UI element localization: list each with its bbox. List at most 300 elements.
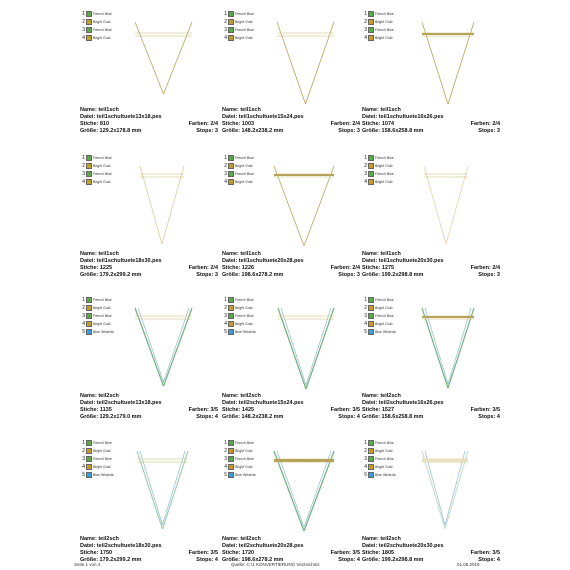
cone-left-edge [135,308,164,386]
thread-name: Blue Wisteria [93,330,114,334]
thread-swatch [86,440,92,446]
thread-legend [80,10,112,42]
thread-swatch [368,11,374,17]
thread-legend-row [80,26,112,34]
thread-name: Bright Gold [93,20,111,24]
thread-number: 3 [224,171,227,177]
thread-swatch [368,19,374,25]
design-cell [362,286,502,426]
design-cell [362,0,502,140]
print-date: 01.06.2019 [457,562,480,567]
thread-legend-row [362,463,396,471]
thread-number: 3 [364,27,367,33]
thread-swatch [86,171,92,177]
thread-name: Blue Wisteria [375,330,396,334]
thread-swatch [368,35,374,41]
thread-name: French Blue [235,172,254,176]
thread-legend-row [362,447,396,455]
stitch-count: Stiche: 1425 [222,406,255,413]
thread-number: 2 [224,19,227,25]
source-path: Quelle: C:\1 KONVERTIERUNG Verzeichnis [231,562,320,567]
design-file: Datei: teil1schultuete20x28.pes [222,257,304,264]
design-info [222,107,362,135]
cone-left-edge [140,166,162,244]
thread-legend-row [80,296,114,304]
thread-number: 3 [224,313,227,319]
thread-legend-row [222,26,254,34]
thread-legend-row [362,34,394,42]
thread-name: Bright Gold [93,164,111,168]
thread-number: 4 [364,464,367,470]
cone-inner-right-edge [448,308,471,384]
cone-right-edge [445,451,468,529]
color-count: Farben: 3/5 [188,549,218,556]
thread-legend [222,10,254,42]
design-cell [222,286,362,426]
thread-legend-row [222,312,256,320]
color-count: Farben: 3/5 [330,549,360,556]
thread-name: French Blue [93,457,112,461]
stop-count: Stops: 4 [338,413,360,420]
thread-legend [80,296,114,336]
thread-legend-row [222,463,256,471]
thread-legend-row [80,18,112,26]
thread-name: French Blue [93,441,112,445]
thread-number: 2 [82,19,85,25]
thread-name: French Blue [375,441,394,445]
design-cell [80,286,220,426]
thread-legend-row [222,178,254,186]
thread-swatch [228,27,234,33]
thread-legend-row [80,170,112,178]
thread-swatch [228,329,234,335]
thread-number: 2 [224,163,227,169]
stitch-count: Stiche: 1527 [362,406,395,413]
thread-swatch [368,305,374,311]
design-cell [80,144,220,284]
thread-legend-row [80,154,112,162]
thread-legend [362,439,396,479]
thread-legend-row [80,162,112,170]
design-name: Name: teil2sch [362,393,401,399]
thread-swatch [86,321,92,327]
thread-legend [222,439,256,479]
thread-swatch [86,27,92,33]
thread-name: Bright Gold [375,180,393,184]
thread-legend-row [80,328,114,336]
thread-legend-row [362,320,396,328]
thread-name: French Blue [93,314,112,318]
thread-swatch [368,163,374,169]
design-name: Name: teil1sch [362,107,401,113]
thread-name: French Blue [93,28,112,32]
thread-swatch [368,155,374,161]
thread-number: 1 [224,440,227,446]
thread-legend [80,439,114,479]
thread-name: French Blue [235,441,254,445]
thread-name: French Blue [93,298,112,302]
thread-number: 2 [224,305,227,311]
cone-right-edge [164,308,193,386]
cone-left-edge [424,166,446,244]
thread-number: 1 [224,297,227,303]
thread-legend-row [80,34,112,42]
thread-number: 1 [364,297,367,303]
stop-count: Stops: 4 [478,556,500,563]
thread-number: 1 [82,297,85,303]
thread-name: Blue Wisteria [93,473,114,477]
thread-legend-row [362,439,396,447]
thread-swatch [228,305,234,311]
thread-number: 5 [82,472,85,478]
thread-swatch [368,321,374,327]
color-count: Farben: 3/5 [188,406,218,413]
design-file: Datei: teil2schultuete20x30.pes [362,542,444,549]
cone-left-edge [278,308,306,389]
color-count: Farben: 3/5 [330,406,360,413]
top-band-fill [274,459,334,462]
thread-number: 2 [82,305,85,311]
thread-number: 2 [364,19,367,25]
stop-count: Stops: 3 [196,127,218,134]
thread-name: Blue Wisteria [375,473,396,477]
thread-number: 5 [364,329,367,335]
thread-number: 1 [364,155,367,161]
thread-swatch [368,297,374,303]
thread-swatch [368,329,374,335]
cone-left-edge [277,22,306,104]
thread-name: French Blue [375,172,394,176]
color-count: Farben: 2/4 [330,120,360,127]
thread-name: Bright Gold [375,465,393,469]
thread-legend-row [222,328,256,336]
cone-left-edge [274,166,304,246]
thread-legend-row [362,296,396,304]
cone-inner-left-edge [281,308,306,385]
thread-swatch [86,313,92,319]
color-count: Farben: 2/4 [470,120,500,127]
thread-legend-row [222,471,256,479]
cone-inner-left-edge [277,451,304,527]
thread-swatch [228,472,234,478]
thread-number: 2 [364,305,367,311]
thread-number: 4 [224,179,227,185]
thread-number: 1 [82,11,85,17]
stitch-count: Stiche: 1135 [80,406,112,413]
thread-name: French Blue [235,28,254,32]
page-number: Seite 1 von 4 [74,562,101,567]
design-cell [362,144,502,284]
thread-number: 2 [82,448,85,454]
stop-count: Stops: 4 [478,413,500,420]
thread-legend-row [222,154,254,162]
color-count: Farben: 2/4 [330,264,360,271]
thread-legend-row [222,296,256,304]
thread-name: French Blue [235,12,254,16]
thread-number: 4 [82,35,85,41]
thread-number: 1 [364,440,367,446]
design-size: Größe: 148.2x238.2 mm [222,127,284,134]
thread-name: Blue Wisteria [235,330,256,334]
design-info [80,251,220,279]
design-file: Datei: teil2schultuete13x18.pes [80,399,162,406]
design-info [80,536,220,564]
design-name: Name: teil2sch [222,536,261,542]
thread-legend-row [362,18,394,26]
stop-count: Stops: 3 [338,271,360,278]
thread-number: 4 [364,321,367,327]
design-cell [80,0,220,140]
thread-name: Bright Gold [235,36,253,40]
cone-left-edge [422,451,445,529]
stitch-count: Stiche: 1074 [362,120,395,127]
thread-legend-row [80,10,112,18]
thread-swatch [228,313,234,319]
stitch-count: Stiche: 1750 [80,549,113,556]
thread-number: 4 [224,464,227,470]
thread-legend-row [80,471,114,479]
thread-swatch [86,179,92,185]
stop-count: Stops: 3 [338,127,360,134]
thread-swatch [86,464,92,470]
design-info [80,393,220,421]
thread-swatch [86,155,92,161]
design-name: Name: teil2sch [80,393,119,399]
thread-swatch [228,171,234,177]
thread-swatch [368,440,374,446]
thread-number: 4 [82,321,85,327]
cone-inner-right-edge [306,308,331,385]
thread-number: 3 [82,171,85,177]
thread-swatch [228,179,234,185]
stop-count: Stops: 4 [338,556,360,563]
thread-swatch [368,456,374,462]
thread-name: Bright Gold [235,306,253,310]
stitch-count: Stiche: 1003 [222,120,255,127]
thread-name: Bright Gold [375,164,393,168]
thread-number: 1 [82,440,85,446]
thread-legend-row [80,439,114,447]
thread-swatch [86,472,92,478]
thread-legend-row [362,328,396,336]
thread-legend-row [80,304,114,312]
thread-swatch [86,163,92,169]
cone-right-edge [448,308,474,388]
thread-number: 4 [224,35,227,41]
thread-legend-row [362,455,396,463]
stop-count: Stops: 3 [478,127,500,134]
design-size: Größe: 158.6x258.8 mm [362,127,424,134]
stitch-count: Stiche: 810 [80,120,110,127]
thread-name: French Blue [93,172,112,176]
thread-name: Bright Gold [375,36,393,40]
thread-number: 3 [364,456,367,462]
thread-number: 4 [224,321,227,327]
thread-number: 3 [82,27,85,33]
thread-name: Bright Gold [93,465,111,469]
thread-legend-row [80,178,112,186]
design-name: Name: teil1sch [222,107,261,113]
thread-legend-row [80,312,114,320]
thread-number: 3 [82,456,85,462]
cone-left-edge [137,451,163,529]
thread-number: 2 [364,163,367,169]
cone-right-edge [306,22,335,104]
design-size: Größe: 198.6x278.2 mm [222,271,284,278]
thread-legend-row [222,18,254,26]
stitch-count: Stiche: 1720 [222,549,255,556]
thread-legend-row [222,304,256,312]
thread-number: 4 [364,35,367,41]
thread-swatch [228,35,234,41]
thread-swatch [228,163,234,169]
thread-number: 5 [82,329,85,335]
thread-legend-row [222,447,256,455]
thread-swatch [368,464,374,470]
thread-swatch [86,448,92,454]
color-count: Farben: 2/4 [188,264,218,271]
cone-right-edge [306,308,334,389]
thread-legend [80,154,112,186]
thread-swatch [368,27,374,33]
stitch-count: Stiche: 1225 [80,264,113,271]
thread-legend-row [362,26,394,34]
thread-name: Bright Gold [375,20,393,24]
cone-inner-left-edge [425,308,448,384]
design-cell [222,429,362,569]
thread-legend [362,296,396,336]
design-size: Größe: 148.2x238.2 mm [222,413,284,420]
design-info [222,251,362,279]
thread-legend [222,296,256,336]
thread-swatch [368,472,374,478]
stop-count: Stops: 3 [196,271,218,278]
thread-name: Bright Gold [93,306,111,310]
thread-swatch [228,11,234,17]
stitch-count: Stiche: 1275 [362,264,395,271]
thread-legend-row [222,320,256,328]
thread-name: Bright Gold [93,322,111,326]
thread-number: 4 [82,179,85,185]
design-name: Name: teil1sch [80,107,119,113]
thread-legend-row [362,312,396,320]
thread-number: 1 [224,155,227,161]
cone-inner-right-edge [304,451,331,527]
thread-swatch [86,456,92,462]
color-count: Farben: 3/5 [470,406,500,413]
design-cell [362,429,502,569]
thread-number: 1 [82,155,85,161]
design-file: Datei: teil1schultuete18x30.pes [80,257,162,264]
thread-legend-row [80,455,114,463]
stitch-count: Stiche: 1805 [362,549,395,556]
thread-legend-row [362,471,396,479]
stop-count: Stops: 4 [196,556,218,563]
design-size: Größe: 129.2x179.0 mm [80,413,142,420]
thread-number: 5 [364,472,367,478]
design-file: Datei: teil2schultuete20x28.pes [222,542,304,549]
thread-number: 4 [82,464,85,470]
thread-name: French Blue [93,12,112,16]
design-name: Name: teil2sch [362,536,401,542]
color-count: Farben: 2/4 [188,120,218,127]
design-size: Größe: 179.2x299.2 mm [80,271,142,278]
design-info [362,393,502,421]
thread-legend-row [222,439,256,447]
top-band-fill [422,316,474,318]
design-file: Datei: teil2schultuete16x26.pes [362,399,444,406]
top-band-fill [422,459,468,462]
thread-legend-row [80,447,114,455]
thread-number: 5 [224,329,227,335]
thread-name: Bright Gold [235,449,253,453]
design-info [80,107,220,135]
design-name: Name: teil2sch [80,536,119,542]
design-size: Größe: 199.2x298.8 mm [362,556,424,563]
thread-name: French Blue [235,314,254,318]
thread-swatch [228,464,234,470]
design-cell [222,144,362,284]
stitch-count: Stiche: 1226 [222,264,255,271]
cone-left-edge [274,451,304,531]
thread-swatch [228,448,234,454]
thread-name: French Blue [235,156,254,160]
thread-legend [222,154,254,186]
thread-swatch [86,329,92,335]
thread-name: French Blue [375,314,394,318]
design-info [362,536,502,564]
design-file: Datei: teil1schultuete16x26.pes [362,113,444,120]
thread-swatch [86,305,92,311]
thread-name: Bright Gold [375,322,393,326]
thread-swatch [368,313,374,319]
thread-name: Bright Gold [375,449,393,453]
thread-number: 3 [364,171,367,177]
color-count: Farben: 3/5 [470,549,500,556]
thread-legend-row [362,170,394,178]
thread-number: 2 [364,448,367,454]
thread-swatch [368,171,374,177]
design-file: Datei: teil1schultuete20x30.pes [362,257,444,264]
thread-swatch [368,179,374,185]
thread-name: French Blue [375,457,394,461]
thread-legend-row [222,10,254,18]
color-count: Farben: 2/4 [470,264,500,271]
thread-name: Bright Gold [235,20,253,24]
thread-legend [362,154,394,186]
design-file: Datei: teil1schultuete15x24.pes [222,113,304,120]
thread-legend-row [222,170,254,178]
design-info [362,251,502,279]
design-file: Datei: teil2schultuete18x30.pes [80,542,162,549]
design-name: Name: teil1sch [222,251,261,257]
thread-swatch [86,11,92,17]
design-info [222,393,362,421]
thread-name: Bright Gold [235,180,253,184]
cone-right-edge [163,451,189,529]
design-info [222,536,362,564]
thread-swatch [86,35,92,41]
thread-name: Bright Gold [235,322,253,326]
thread-number: 5 [224,472,227,478]
cone-left-edge [422,308,448,388]
thread-number: 3 [364,313,367,319]
thread-name: French Blue [375,298,394,302]
thread-number: 2 [82,163,85,169]
design-size: Größe: 198.6x278.2 mm [222,556,284,563]
top-band-fill [422,33,474,35]
thread-name: French Blue [93,156,112,160]
